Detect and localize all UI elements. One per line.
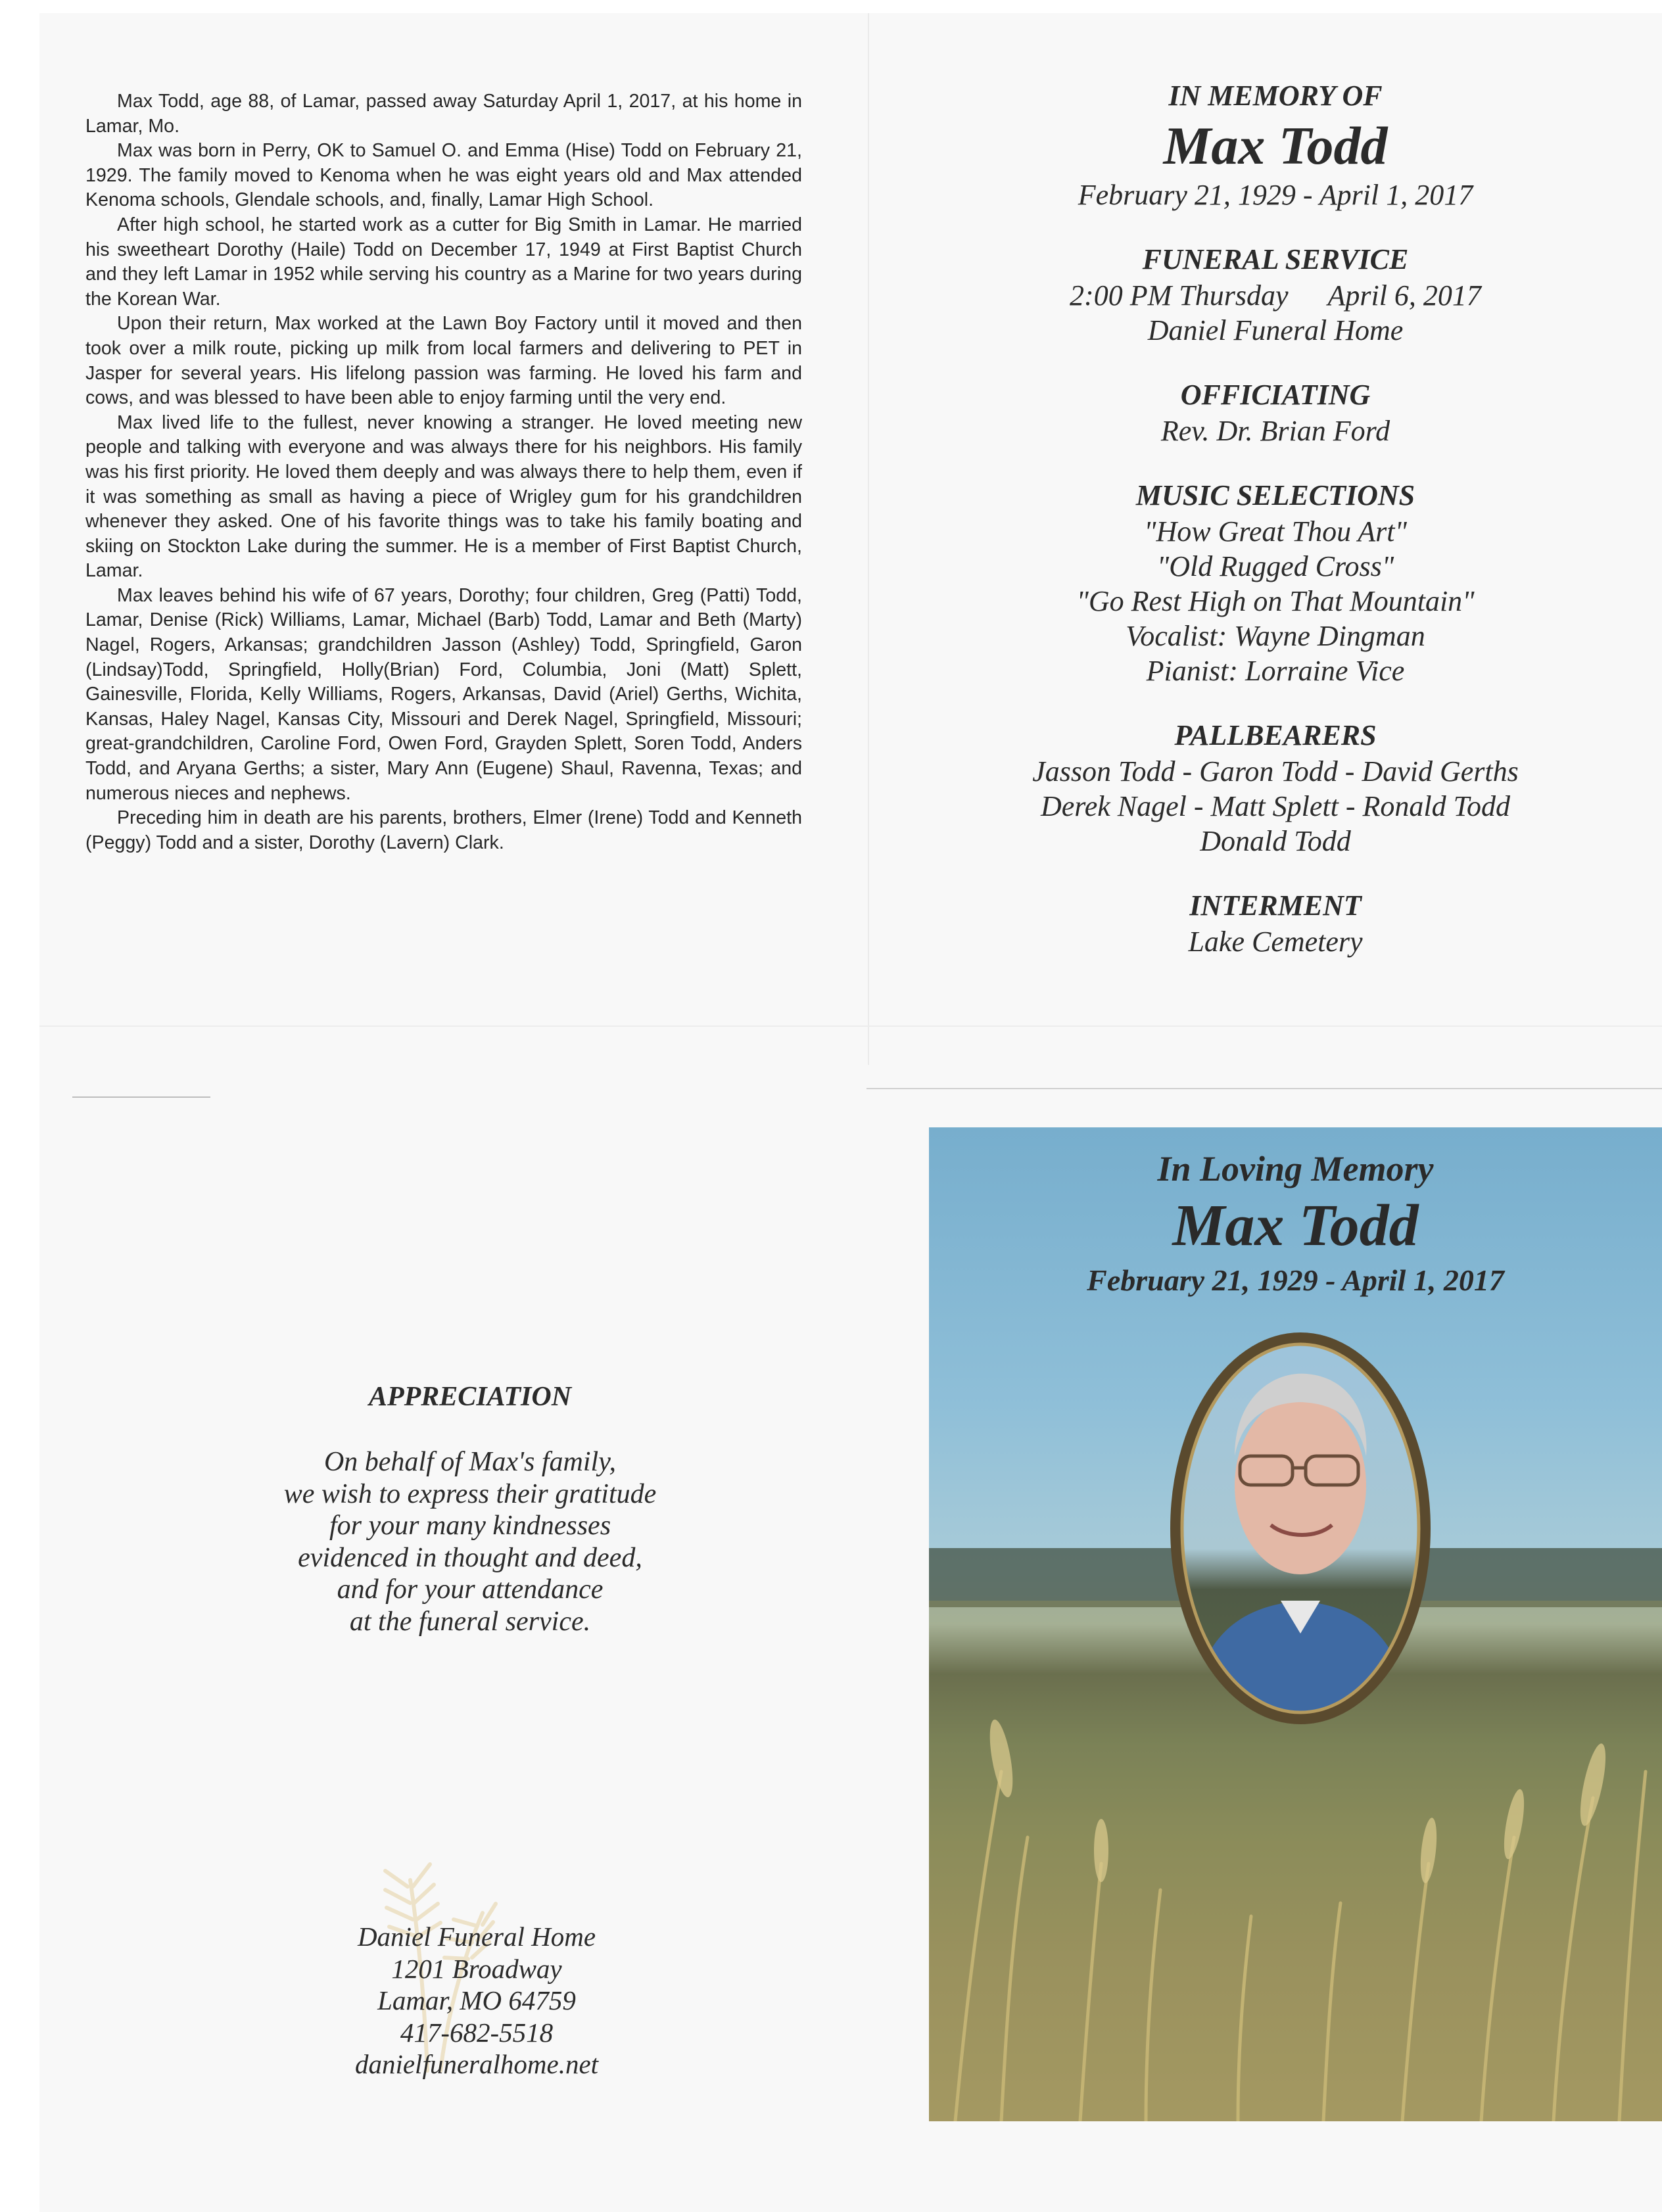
appreciation-line: and for your attendance <box>337 1574 604 1605</box>
obituary-paragraph: Max was born in Perry, OK to Samuel O. and Emma (Hise) Todd on February 21, 1929. The family moved to Kenoma when he was eight years old and Max attended Kenoma schools, Glendale schools, and, finally, Lamar High School. <box>85 140 802 211</box>
cover-panel <box>929 1127 1662 2121</box>
funeral-service-heading: FUNERAL SERVICE <box>1142 243 1409 275</box>
pallbearers-line: Derek Nagel - Matt Splett - Ronald Todd <box>1040 790 1511 822</box>
obituary-paragraph: Preceding him in death are his parents, brothers, Elmer (Irene) Todd and Kenneth (Peggy) Todd and a sister, Dorothy (Lavern) Clark. <box>85 807 802 853</box>
pianist: Pianist: Lorraine Vice <box>1146 655 1405 687</box>
pallbearers-line: Jasson Todd - Garon Todd - David Gerths <box>1032 755 1519 788</box>
torn-edge-mark <box>72 1096 210 1098</box>
appreciation-section <box>197 1380 743 1637</box>
in-memory-heading: IN MEMORY OF <box>1168 80 1383 112</box>
service-date: April 6, 2017 <box>1327 279 1481 312</box>
obituary-paragraph: After high school, he started work as a cutter for Big Smith in Lamar. He married his sweetheart Dorothy (Haile) Todd on December 17, 1949 at First Baptist Church and they left Lamar in 1952 while serving his country as a Marine for two years during the Korean War. <box>85 214 802 310</box>
horizontal-fold-crease <box>39 1025 1662 1027</box>
service-program <box>934 78 1617 959</box>
appreciation-line: at the funeral service. <box>349 1606 591 1637</box>
obituary-paragraph: Max leaves behind his wife of 67 years, Dorothy; four children, Greg (Patti) Todd, Lamar, Denise (Rick) Williams, Lamar, Michael (Barb) Todd, Lamar and Beth (Marty) Nagel, Rogers, Arkansas; grandchildren Jasson (Ashley) Todd, Springfield, Garon (Lindsay)Todd, Springfield, Holly(Brian) Ford, Columbia, Joni (Matt) Splett, Gainesville, Florida, Kelly Williams, Rogers, Arkansas, David (Ariel) Gerths, Wichita, Kansas, Haley Nagel, Kansas City, Missouri and Derek Nagel, Springfield, Missouri; great-grandchildren, Caroline Ford, Owen Ford, Grayden Splett, Soren Todd, Anders Todd, and Aryana Gerths; a sister, Mary Ann (Eugene) Shaul, Ravenna, Texas; and numerous nieces and nephews. <box>85 584 802 804</box>
portrait-photo <box>1162 1325 1438 1732</box>
cover-dates: February 21, 1929 - April 1, 2017 <box>1087 1263 1504 1297</box>
music-selections-heading: MUSIC SELECTIONS <box>1135 479 1415 511</box>
music-item: "Go Rest High on That Mountain" <box>1076 585 1475 617</box>
music-item: "Old Rugged Cross" <box>1156 550 1394 582</box>
music-item: "How Great Thou Art" <box>1144 515 1407 548</box>
deceased-name: Max Todd <box>1163 116 1388 176</box>
funeral-home-phone: 417-682-5518 <box>400 2017 554 2048</box>
funeral-home-website: danielfuneralhome.net <box>354 2049 599 2079</box>
obituary-text <box>85 89 802 855</box>
funeral-home-info <box>276 1921 677 2081</box>
appreciation-line: On behalf of Max's family, <box>323 1447 617 1477</box>
cover-heading: In Loving Memory <box>1157 1149 1434 1188</box>
service-place: Daniel Funeral Home <box>1147 314 1404 346</box>
obituary-paragraph: Max lived life to the fullest, never knowing a stranger. He loved meeting new people and talking with everyone and was always there for his neighbors. His family was his first priority. He loved them deeply and was always there to help them, even if it was something as small as having a piece of Wrigley gum for his grandchildren whenever they asked. One of his favorite things was to take his family boating and skiing on Stockton Lake during the summer. He is a member of First Baptist Church, Lamar. <box>85 412 802 582</box>
obituary-paragraph: Max Todd, age 88, of Lamar, passed away Saturday April 1, 2017, at his home in Lamar, Mo. <box>85 91 802 137</box>
cover-edge-line <box>867 1088 1662 1089</box>
officiating-heading: OFFICIATING <box>1180 379 1371 411</box>
interment-heading: INTERMENT <box>1189 889 1362 922</box>
appreciation-title: APPRECIATION <box>368 1382 572 1412</box>
appreciation-line: for your many kindnesses <box>329 1511 611 1541</box>
funeral-home-city: Lamar, MO 64759 <box>377 1985 576 2015</box>
obituary-paragraph: Upon their return, Max worked at the Lawn Boy Factory until it moved and then took over a milk route, picking up milk from local farmers and delivering to PET in Jasper for several years. His lifelong passion was farming. He loved his farm and cows, and was blessed to have been able to enjoy farming until the very end. <box>85 313 802 409</box>
service-time: 2:00 PM Thursday <box>1070 279 1289 312</box>
appreciation-line: we wish to express their gratitude <box>283 1478 657 1509</box>
funeral-home-address: 1201 Broadway <box>391 1953 562 1984</box>
interment-place: Lake Cemetery <box>1188 926 1363 958</box>
officiant: Rev. Dr. Brian Ford <box>1160 415 1390 447</box>
cover-text <box>929 1147 1662 1300</box>
pallbearers-heading: PALLBEARERS <box>1174 719 1377 751</box>
vocalist: Vocalist: Wayne Dingman <box>1126 620 1425 652</box>
pallbearers-line: Donald Todd <box>1200 825 1351 857</box>
service-datetime <box>934 278 1617 313</box>
vertical-fold-crease <box>868 13 869 1065</box>
appreciation-line: evidenced in thought and deed, <box>298 1542 642 1573</box>
funeral-home-name: Daniel Funeral Home <box>357 1921 596 1952</box>
life-dates: February 21, 1929 - April 1, 2017 <box>1078 179 1473 211</box>
cover-name: Max Todd <box>1172 1193 1419 1258</box>
